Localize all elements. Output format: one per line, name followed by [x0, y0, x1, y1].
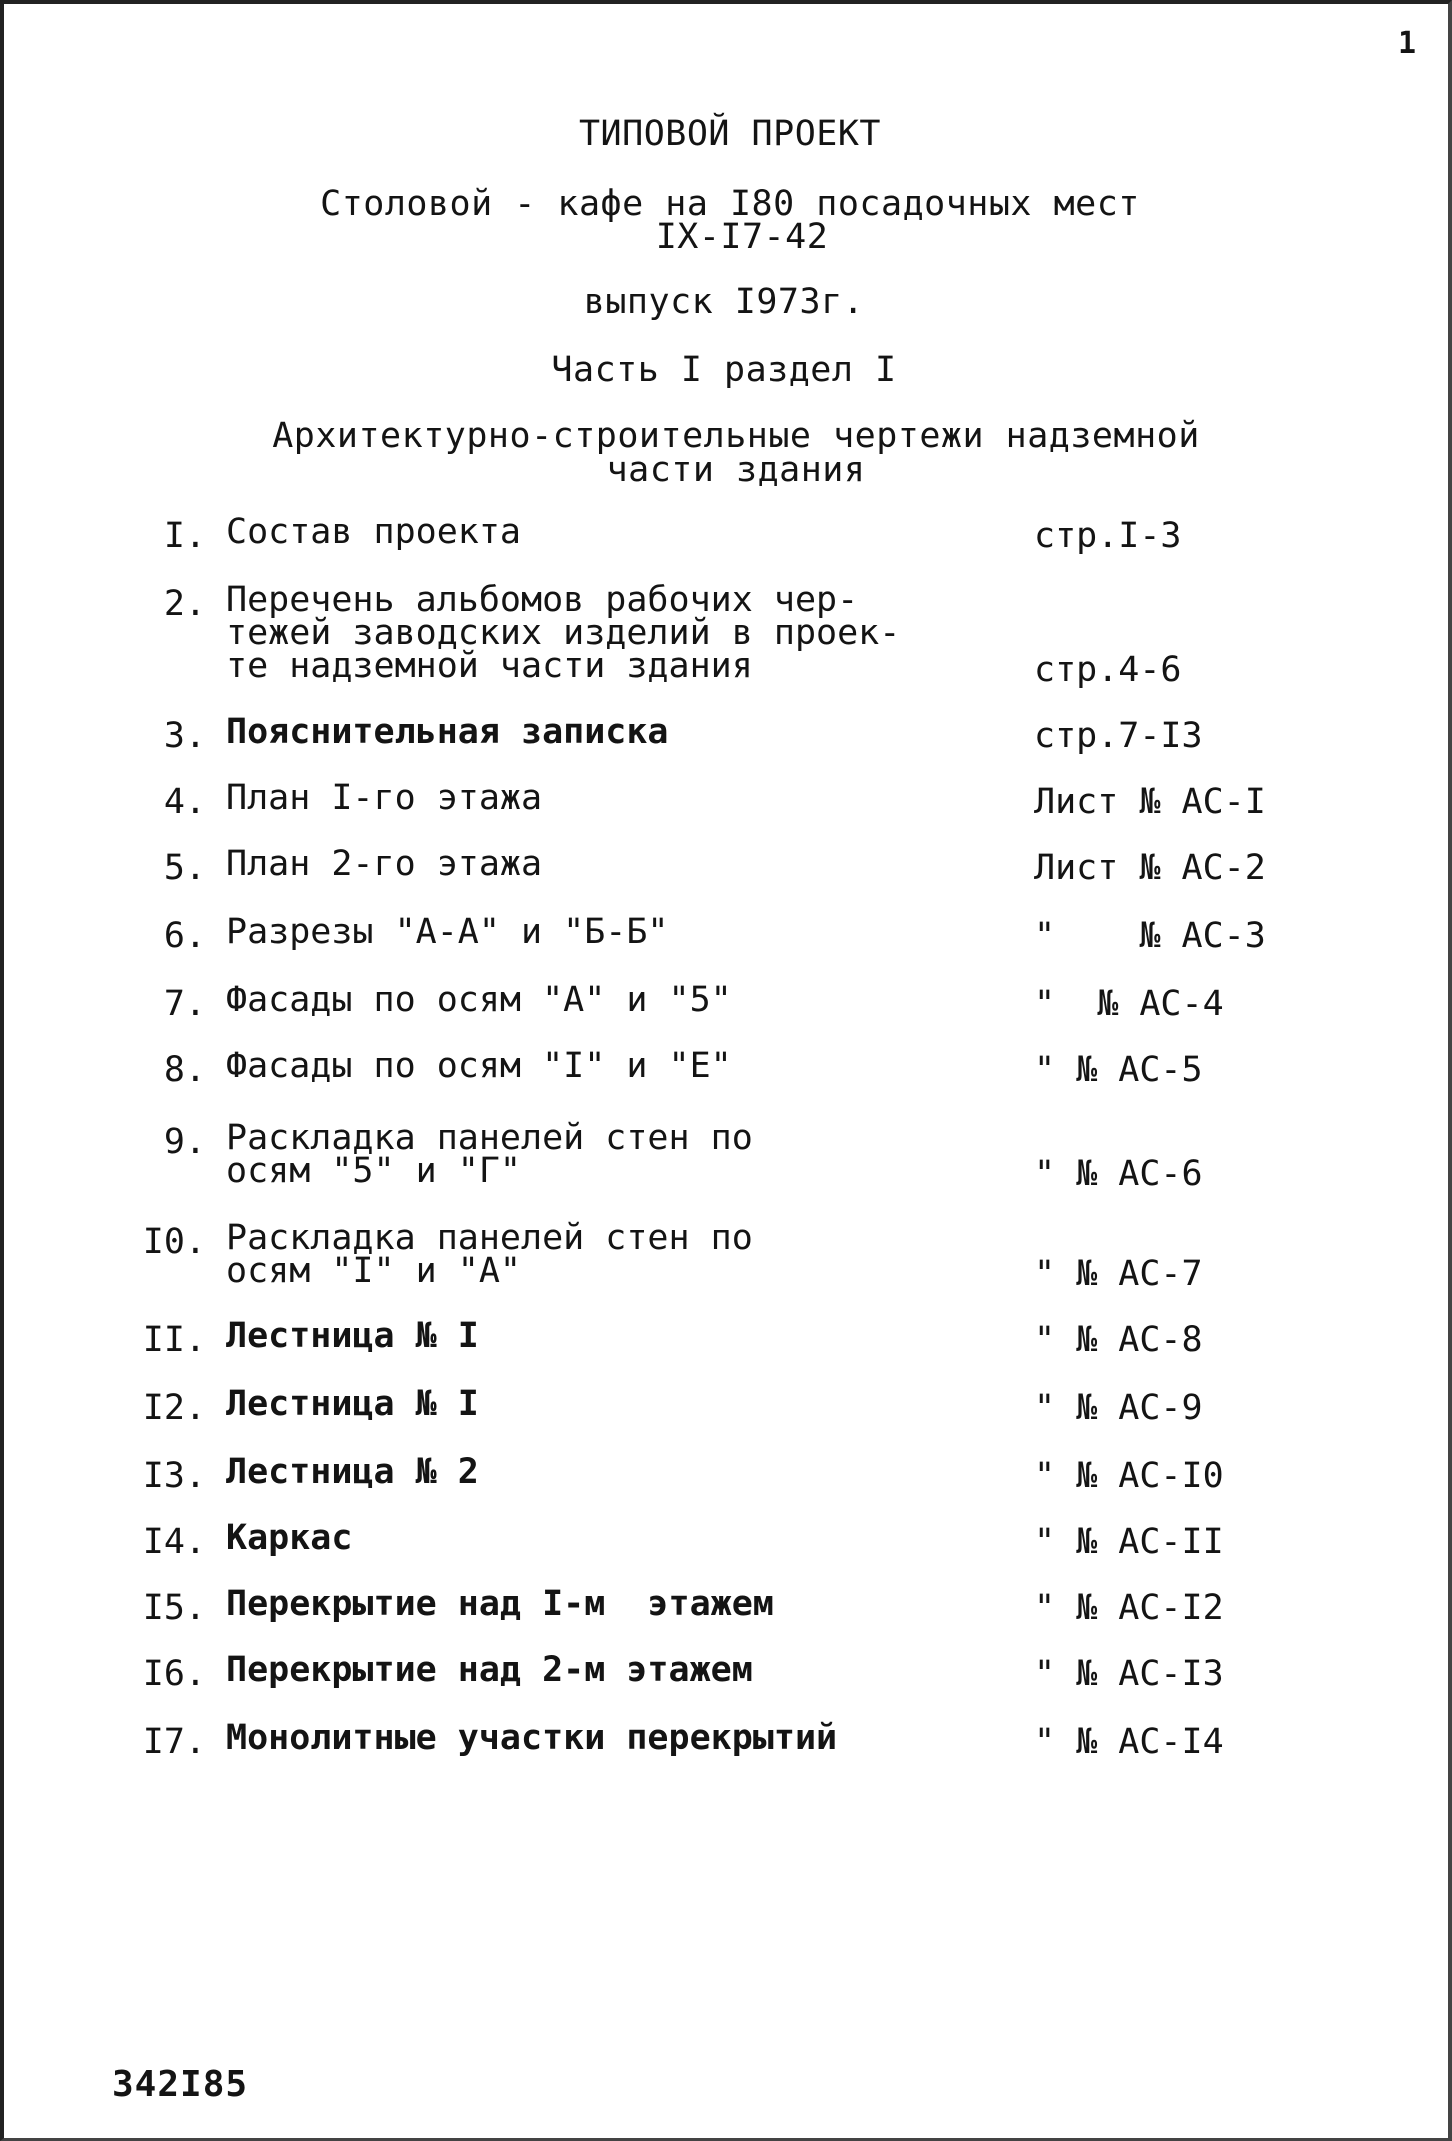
item-title: Раскладка панелей стен по осям "5" и "Г" [226, 1118, 753, 1191]
item-number: 6. [163, 916, 206, 956]
contents-item [4, 1218, 1452, 1294]
item-number: 4. [163, 782, 206, 822]
item-reference: " № АС-II [1034, 1522, 1224, 1562]
contents-item [4, 1452, 1452, 1496]
item-number: I4. [142, 1522, 206, 1562]
item-number: I2. [142, 1388, 206, 1428]
item-title: Каркас [226, 1518, 353, 1558]
item-title: Разрезы "А-А" и "Б-Б" [226, 912, 669, 952]
item-title: Перечень альбомов рабочих чер- тежей заводских изделий в проек- те надземной части здания [226, 580, 901, 686]
item-reference: " № АС-6 [1034, 1154, 1203, 1194]
contents-item [4, 580, 1452, 690]
section-title-line1: Архитектурно-строительные чертежи надземной [272, 416, 1200, 456]
contents-item [4, 1046, 1452, 1090]
item-title: План I-го этажа [226, 778, 543, 818]
contents-item [4, 1518, 1452, 1562]
section-title-line2: части здания [606, 450, 866, 490]
item-reference: " № АС-7 [1034, 1254, 1203, 1294]
contents-item [4, 844, 1452, 888]
contents-item [4, 1118, 1452, 1194]
item-number: 3. [163, 716, 206, 756]
contents-item [4, 778, 1452, 822]
item-number: I0. [142, 1222, 206, 1262]
item-reference: " № АС-I4 [1034, 1722, 1224, 1762]
document-title: ТИПОВОЙ ПРОЕКТ [578, 114, 881, 154]
item-title: Фасады по осям "I" и "Е" [226, 1046, 732, 1086]
item-reference: " № АС-I0 [1034, 1456, 1224, 1496]
item-reference: стр.4-6 [1034, 650, 1182, 690]
inventory-number: 342I85 [112, 2064, 249, 2105]
item-reference: Лист № АС-I [1034, 782, 1266, 822]
contents-item [4, 1650, 1452, 1694]
item-reference: стр.I-3 [1034, 516, 1182, 556]
item-number: I7. [142, 1722, 206, 1762]
item-title: Лестница № I [226, 1384, 479, 1424]
item-title: Раскладка панелей стен по осям "I" и "А" [226, 1218, 753, 1291]
item-title: План 2-го этажа [226, 844, 543, 884]
item-title: Перекрытие над I-м этажем [226, 1584, 774, 1624]
item-reference: " № АС-I3 [1034, 1654, 1224, 1694]
item-number: 5. [163, 848, 206, 888]
item-number: I. [163, 516, 206, 556]
item-number: 9. [163, 1122, 206, 1162]
contents-item [4, 1316, 1452, 1360]
contents-item [4, 912, 1452, 956]
item-reference: " № АС-8 [1034, 1320, 1203, 1360]
contents-item [4, 512, 1452, 556]
item-number: I6. [142, 1654, 206, 1694]
part-section: Часть I раздел I [551, 350, 897, 390]
item-reference: стр.7-I3 [1034, 716, 1203, 756]
contents-item [4, 712, 1452, 756]
item-title: Перекрытие над 2-м этажем [226, 1650, 753, 1690]
item-number: I5. [142, 1588, 206, 1628]
item-reference: Лист № АС-2 [1034, 848, 1266, 888]
item-reference: " № АС-4 [1034, 984, 1224, 1024]
page-number: 1 [1397, 26, 1416, 61]
item-number: I3. [142, 1456, 206, 1496]
item-number: II. [142, 1320, 206, 1360]
item-reference: " № АС-3 [1034, 916, 1266, 956]
project-code: IX-I7-42 [655, 217, 829, 257]
item-title: Фасады по осям "А" и "5" [226, 980, 732, 1020]
issue-year: выпуск I973г. [583, 282, 865, 322]
item-number: 2. [163, 584, 206, 624]
item-title: Пояснительная записка [226, 712, 669, 752]
item-title: Лестница № I [226, 1316, 479, 1356]
item-reference: " № АС-5 [1034, 1050, 1203, 1090]
item-reference: " № АС-I2 [1034, 1588, 1224, 1628]
item-title: Лестница № 2 [226, 1452, 479, 1492]
item-title: Монолитные участки перекрытий [226, 1718, 838, 1758]
contents-item [4, 1384, 1452, 1428]
contents-item [4, 1718, 1452, 1762]
contents-item [4, 1584, 1452, 1628]
item-reference: " № АС-9 [1034, 1388, 1203, 1428]
item-title: Состав проекта [226, 512, 522, 552]
item-number: 7. [163, 984, 206, 1024]
item-number: 8. [163, 1050, 206, 1090]
contents-item [4, 980, 1452, 1024]
project-name: Столовой - кафе на I80 посадочных мест [320, 184, 1140, 224]
